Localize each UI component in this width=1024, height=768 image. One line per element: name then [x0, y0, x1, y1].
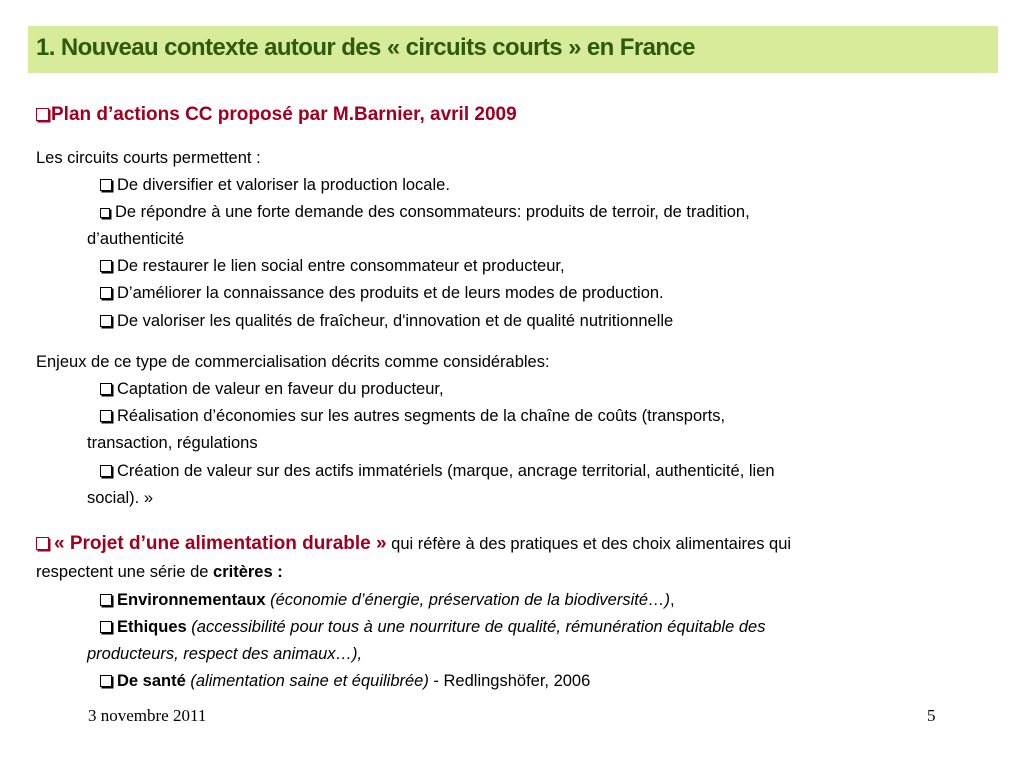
item-text: Création de valeur sur des actifs immatériels (marque, ancrage territorial, authenticité, lien [117, 462, 775, 480]
item-text: De répondre à une forte demande des consommateurs: produits de terroir, de tradition, [115, 203, 750, 221]
item-text: De diversifier et valoriser la production locale. [117, 176, 450, 194]
list-item [100, 376, 444, 403]
item-text: Captation de valeur en faveur du producteur, [117, 380, 444, 398]
list-item [100, 458, 775, 485]
checkbox-bullet-icon [100, 315, 112, 327]
list-item [100, 587, 675, 614]
checkbox-bullet-icon [100, 208, 110, 218]
list-item [100, 280, 664, 307]
item-rest: - Redlingshöfer, 2006 [428, 672, 591, 690]
item-rest: , [670, 591, 675, 609]
list-item [100, 308, 673, 335]
heading-text: « Projet d’une alimentation durable » [54, 533, 387, 554]
item-bold: Ethiques [117, 618, 187, 636]
checkbox-bullet-icon [100, 410, 112, 422]
checkbox-bullet-icon [100, 383, 112, 395]
intro-text: Les circuits courts permettent : [36, 149, 261, 167]
checkbox-bullet-icon [100, 179, 112, 191]
item-text: Réalisation d’économies sur les autres segments de la chaîne de coûts (transports, [117, 407, 726, 425]
section1-heading [36, 101, 517, 128]
item-italic: (alimentation saine et équilibrée) [185, 672, 429, 690]
checkbox-bullet-icon [100, 287, 112, 299]
item-italic: (accessibilité pour tous à une nourriture de qualité, rémunération équitable des [186, 618, 766, 636]
item-text: De restaurer le lien social entre consommateur et producteur, [117, 257, 565, 275]
list-item [100, 172, 450, 199]
footer-date: 3 novembre 2011 [88, 706, 207, 725]
item-italic: (économie d’énergie, préservation de la biodiversité…) [265, 591, 671, 609]
list-item [100, 253, 565, 280]
checkbox-bullet-icon [100, 621, 112, 633]
criteria-bold: critères : [213, 563, 283, 581]
item-italic: producteurs, respect des animaux…), [87, 645, 363, 663]
page-number: 5 [927, 706, 936, 725]
checkbox-bullet-icon [100, 465, 112, 477]
checkbox-bullet-icon [36, 108, 49, 121]
item-bold: De santé [117, 672, 186, 690]
list-item [100, 614, 765, 641]
list-item [100, 403, 725, 430]
list-item [100, 199, 750, 226]
checkbox-bullet-icon [100, 594, 112, 606]
checkbox-bullet-icon [36, 537, 49, 550]
heading-text: Plan d’actions CC proposé par M.Barnier, avril 2009 [51, 104, 517, 125]
item-bold: Environnementaux [117, 591, 266, 609]
item-text: De valoriser les qualités de fraîcheur, d'innovation et de qualité nutritionnelle [117, 312, 674, 330]
item-text-continued: social). » [87, 489, 154, 507]
criteria-text: respectent une série de [36, 563, 214, 581]
item-text-continued: transaction, régulations [87, 434, 258, 452]
heading-rest: qui réfère à des pratiques et des choix alimentaires qui [386, 535, 792, 553]
item-text: D’améliorer la connaissance des produits et de leurs modes de production. [117, 284, 664, 302]
criteria-line [36, 559, 283, 586]
intro-text-2: Enjeux de ce type de commercialisation décrits comme considérables: [36, 353, 550, 371]
checkbox-bullet-icon [100, 260, 112, 272]
section2-heading [36, 530, 791, 558]
slide-title: 1. Nouveau contexte autour des « circuits courts » en France [36, 34, 695, 61]
list-item [100, 668, 590, 695]
checkbox-bullet-icon [100, 675, 112, 687]
item-text-continued [87, 641, 362, 668]
item-text-continued: d’authenticité [87, 230, 185, 248]
